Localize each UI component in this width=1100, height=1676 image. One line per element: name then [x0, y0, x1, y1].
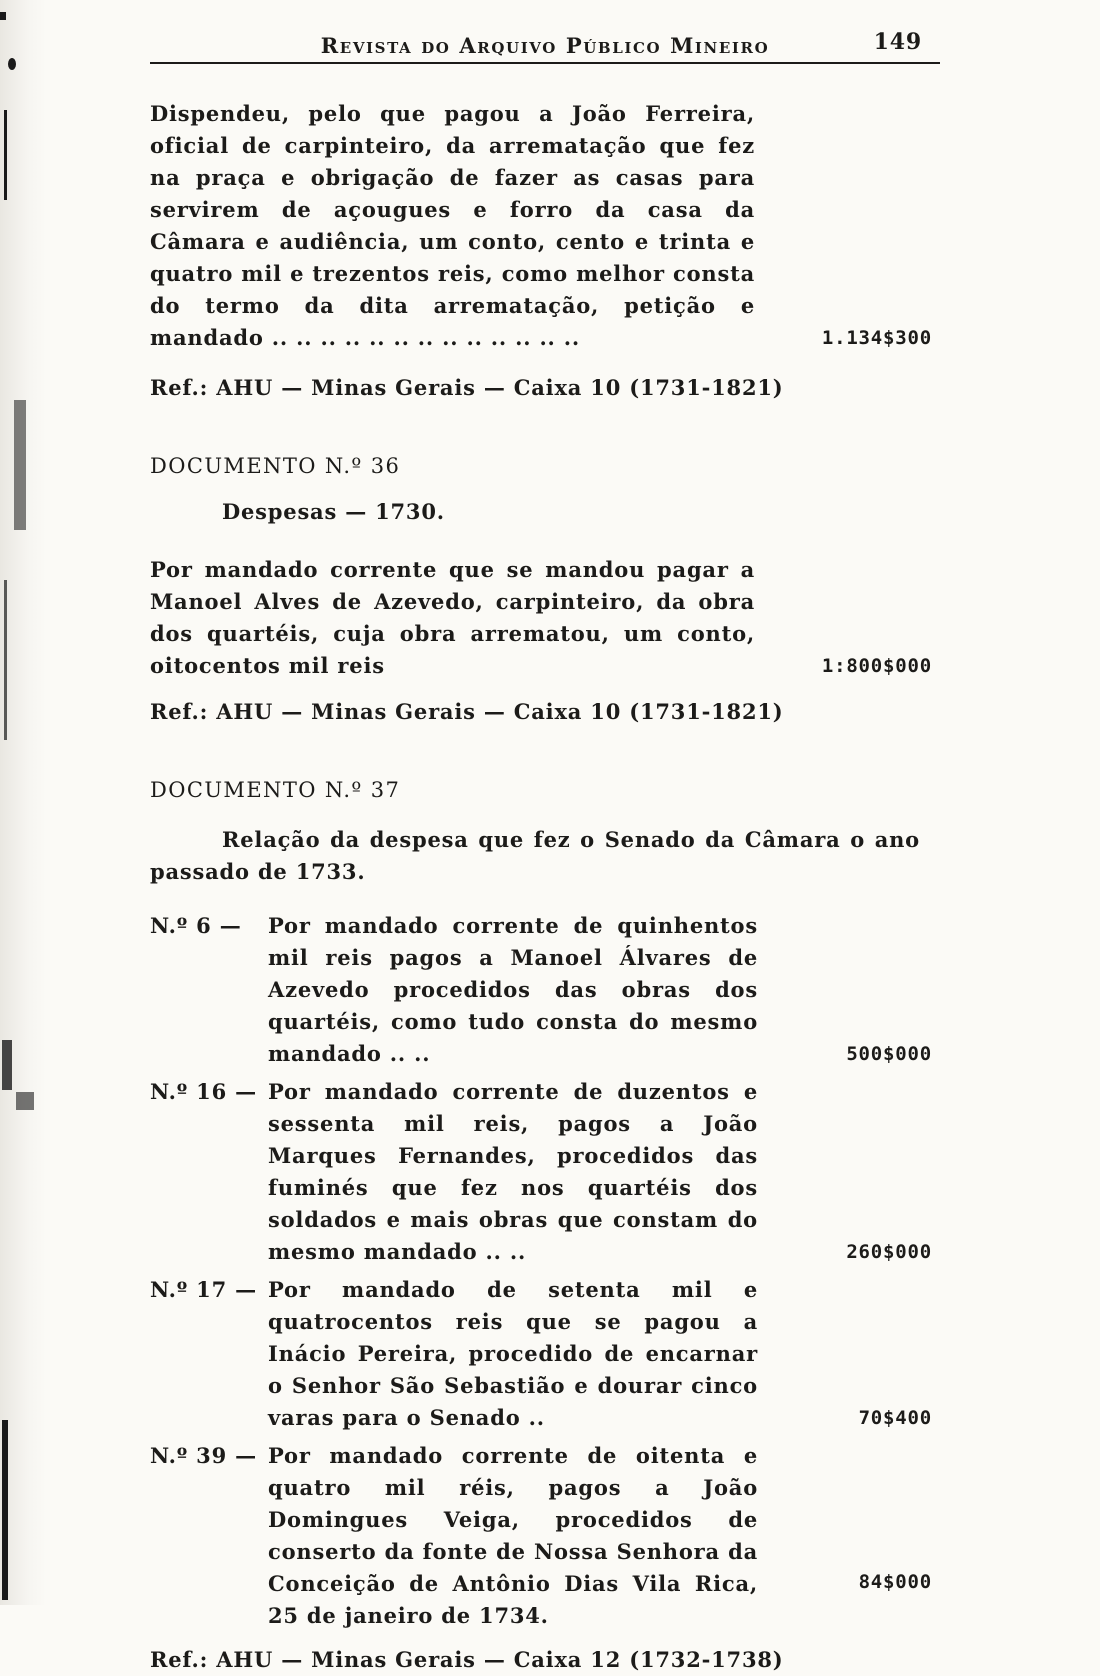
- page-content: [150, 20, 940, 1676]
- item-amount: 70$400: [858, 1407, 932, 1429]
- item-text: Por mandado de setenta mil e quatrocentos reis que se pagou a Inácio Pereira, procedido de encarnar o Senhor São Sebastião e dourar cinco varas para o Senado ..: [268, 1277, 758, 1430]
- item-text: Por mandado corrente de quinhentos mil reis pagos a Manoel Álvares de Azevedo procedidos das obras dos quartéis, como tudo consta do mesmo mandado .. ..: [268, 913, 758, 1066]
- entry-amount: 1:800$000: [821, 655, 932, 677]
- expense-list: [150, 910, 940, 1632]
- scan-mark: [14, 400, 26, 530]
- reference-line: Ref.: AHU — Minas Gerais — Caixa 12 (1732-1738): [150, 1647, 784, 1672]
- scan-mark: [2, 1040, 12, 1090]
- document-title: DOCUMENTO N.º 36: [150, 454, 401, 478]
- entry-text: Dispendeu, pelo que pagou a João Ferreira, oficial de carpinteiro, da arrematação que fez na praça e obrigação de fazer as casas para servirem de açougues e forro da casa da Câmara e audiência, um conto, cento e trinta e quatro mil e trezentos reis, como melhor consta do termo da dita arrematação, petição e mandado .. .. .. .. .. .. .. .. .. .. .. .. ..: [150, 101, 755, 350]
- entry-amount: 1.134$300: [821, 327, 932, 349]
- entry-text: Por mandado corrente que se mandou pagar a Manoel Alves de Azevedo, carpinteiro, da obra dos quartéis, cuja obra arrematou, um conto, oitocentos mil reis: [150, 557, 755, 678]
- expense-entry: [150, 98, 940, 354]
- item-text: Por mandado corrente de oitenta e quatro mil réis, pagos a João Domingues Veiga, procedidos de conserto da fonte de Nossa Senhora da Conceição de Antônio Dias Vila Rica, 25 de janeiro de 1734.: [268, 1443, 758, 1628]
- item-amount: 84$000: [858, 1571, 932, 1593]
- scan-mark: [8, 58, 16, 70]
- scan-mark: [0, 12, 6, 20]
- book-binding-edge: [0, 0, 46, 1605]
- scan-mark: [4, 110, 7, 200]
- scan-mark: [4, 580, 7, 740]
- page-number: 149: [873, 29, 922, 55]
- expense-entry: [150, 554, 940, 682]
- list-item: [150, 1440, 940, 1632]
- document-title: DOCUMENTO N.º 37: [150, 778, 401, 802]
- scan-mark: [2, 1420, 8, 1600]
- list-item: [150, 1274, 940, 1434]
- list-item: [150, 1076, 940, 1268]
- item-number: N.º 39 —: [150, 1443, 257, 1468]
- document-subtitle: Despesas — 1730.: [222, 499, 445, 524]
- reference-line: Ref.: AHU — Minas Gerais — Caixa 10 (1731-1821): [150, 699, 784, 724]
- item-amount: 260$000: [846, 1241, 932, 1263]
- journal-title: Revista do Arquivo Público Mineiro: [320, 33, 770, 58]
- document-intro: Relação da despesa que fez o Senado da Câmara o ano passado de 1733.: [150, 827, 920, 884]
- item-number: N.º 6 —: [150, 913, 242, 938]
- list-item: [150, 910, 940, 1070]
- scan-mark: [16, 1092, 34, 1110]
- item-number: N.º 16 —: [150, 1079, 257, 1104]
- item-amount: 500$000: [846, 1043, 932, 1065]
- running-head: [150, 20, 940, 64]
- reference-line: Ref.: AHU — Minas Gerais — Caixa 10 (1731-1821): [150, 375, 784, 400]
- item-number: N.º 17 —: [150, 1277, 257, 1302]
- item-text: Por mandado corrente de duzentos e sessenta mil reis, pagos a João Marques Fernandes, procedidos das fuminés que fez nos quartéis dos soldados e mais obras que constam do mesmo mandado .. ..: [268, 1079, 758, 1264]
